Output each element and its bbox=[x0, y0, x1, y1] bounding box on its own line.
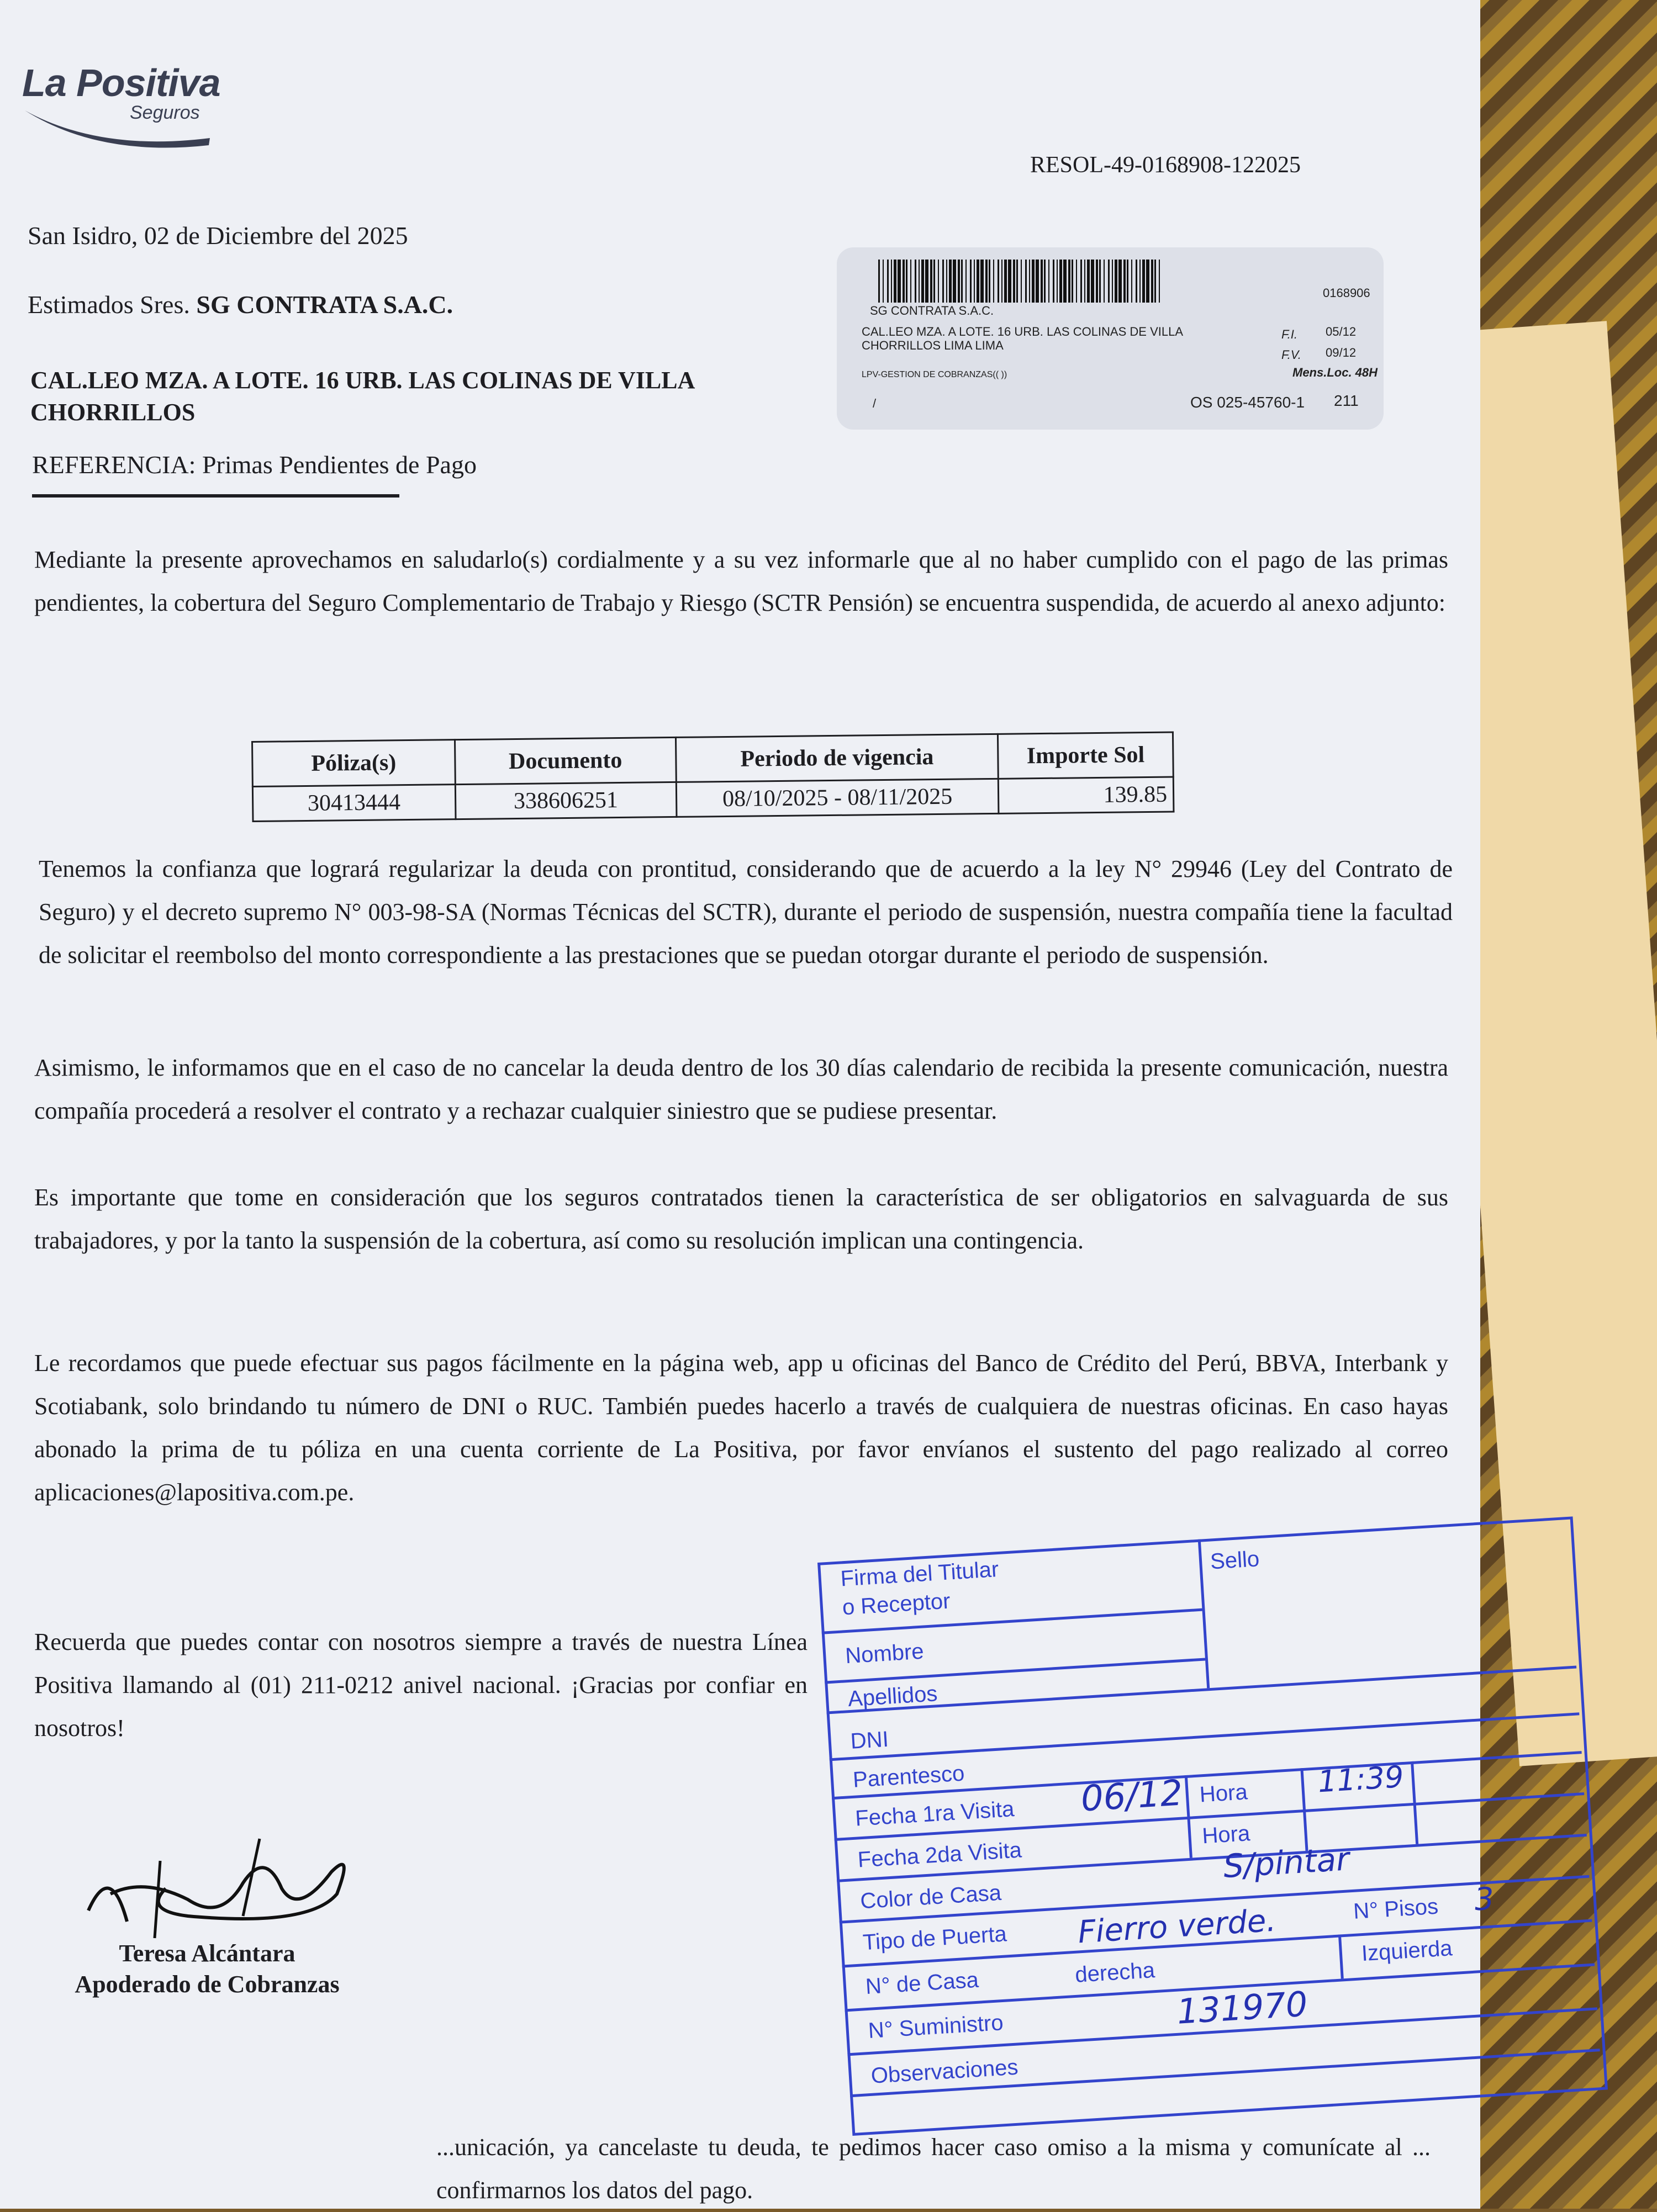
barcode-bar bbox=[989, 260, 990, 303]
barcode-bar bbox=[887, 260, 889, 303]
barcode-bar bbox=[883, 260, 884, 303]
barcode-bar bbox=[1139, 260, 1141, 303]
label-fi: F.I. bbox=[1281, 327, 1297, 341]
greeting bbox=[28, 290, 453, 319]
barcode-bar bbox=[1091, 260, 1094, 303]
reference-underline bbox=[32, 494, 399, 498]
stamp-hora1-label: Hora bbox=[1199, 1780, 1248, 1807]
barcode-bar bbox=[961, 260, 963, 303]
resolution-code: RESOL-49-0168908-122025 bbox=[1030, 152, 1301, 178]
table-header: Póliza(s) bbox=[252, 740, 456, 787]
barcode-bar bbox=[1004, 260, 1007, 303]
barcode-bar bbox=[1048, 260, 1049, 303]
barcode-bar bbox=[930, 260, 932, 303]
stamp-casa-label: N° de Casa bbox=[864, 1967, 979, 1999]
barcode-bar bbox=[910, 260, 911, 303]
barcode-bar bbox=[1104, 260, 1105, 303]
paragraph-law: Tenemos la confianza que logrará regularizar la deuda con prontitud, considerando que de acuerdo a la ley N° 29946 (Ley del Contrato de Seguro) y el decreto supremo N° 003-98-SA (Normas Técnicas del SCTR), durante el periodo de suspensión, nuestra compañía tiene la facultad de solicitar el reembolso del monto correspondiente a las prestaciones que se puedan otorgar durante el periodo de suspensión. bbox=[39, 855, 1453, 969]
barcode-bar bbox=[1059, 260, 1062, 303]
signer-title: Apoderado de Cobranzas bbox=[75, 1971, 340, 1998]
date-line: San Isidro, 02 de Diciembre del 2025 bbox=[28, 221, 408, 250]
handwritten-color: S/pintar bbox=[1222, 1840, 1350, 1886]
reference-label: REFERENCIA: bbox=[32, 451, 196, 479]
barcode-bar bbox=[993, 260, 994, 303]
company-name: SG CONTRATA S.A.C. bbox=[196, 290, 453, 319]
delivery-stamp bbox=[817, 1516, 1608, 2147]
table-header: Periodo de vigencia bbox=[676, 734, 998, 782]
stamp-receptor-label: o Receptor bbox=[841, 1589, 951, 1620]
barcode-bar bbox=[915, 260, 916, 303]
barcode-bar bbox=[1151, 260, 1153, 303]
handwritten-floors: 3 bbox=[1473, 1881, 1496, 1918]
barcode-bar bbox=[1008, 260, 1011, 303]
barcode-bar bbox=[1115, 260, 1117, 303]
label-mens: Mens.Loc. 48H bbox=[1292, 366, 1378, 379]
barcode-bar bbox=[894, 260, 896, 303]
handwritten-date: 06/12 bbox=[1079, 1772, 1184, 1820]
barcode-bar bbox=[919, 260, 920, 303]
label-fv-value: 09/12 bbox=[1326, 346, 1357, 359]
barcode-bar bbox=[1068, 260, 1070, 303]
barcode-bar bbox=[1127, 260, 1128, 303]
barcode-bar bbox=[891, 260, 892, 303]
barcode-bar bbox=[974, 260, 975, 303]
barcode-bar bbox=[1053, 260, 1054, 303]
table-cell-period: 08/10/2025 - 08/11/2025 bbox=[676, 779, 999, 817]
label-name: SG CONTRATA S.A.C. bbox=[870, 304, 994, 317]
paragraph-obligation: Es importante que tome en consideración que los seguros contratados tienen la característica de ser obligatorios en salvaguarda de sus trabajadores, y por la tanto la suspensión de la cobertura, así como su resolución implican una contingencia. bbox=[34, 1184, 1448, 1254]
paragraph-footer: ...unicación, ya cancelaste tu deuda, te pedimos hacer caso omiso a la misma y comunícate al ... confirmarnos los datos del pago. bbox=[436, 2134, 1431, 2204]
barcode-bar bbox=[898, 260, 901, 303]
barcode-bar bbox=[1001, 260, 1002, 303]
address-block bbox=[30, 364, 804, 428]
barcode-bar bbox=[965, 260, 967, 303]
barcode-bar bbox=[1063, 260, 1067, 303]
stamp-fecha1-label: Fecha 1ra Visita bbox=[854, 1797, 1015, 1831]
stamp-pisos-label: N° Pisos bbox=[1353, 1894, 1439, 1924]
barcode-bar bbox=[946, 260, 947, 303]
barcode-bar bbox=[878, 260, 880, 303]
barcode-bar bbox=[1032, 260, 1035, 303]
barcode-bar bbox=[938, 260, 939, 303]
stamp-color-label: Color de Casa bbox=[859, 1880, 1002, 1914]
barcode-bar bbox=[921, 260, 924, 303]
barcode-bar bbox=[1123, 260, 1126, 303]
table-header: Documento bbox=[455, 737, 676, 784]
label-dept: LPV-GESTION DE COBRANZAS(( )) bbox=[862, 370, 1007, 379]
handwritten-door: Fierro verde. bbox=[1076, 1902, 1277, 1951]
label-os-num: 211 bbox=[1334, 392, 1359, 409]
barcode-bar bbox=[1087, 260, 1090, 303]
label-address2: CHORRILLOS LIMA LIMA bbox=[862, 338, 1004, 352]
paragraph-deadline: Asimismo, le informamos que en el caso de no cancelar la deuda dentro de los 30 días calendario de recibida la presente comunicación, nuestra compañía procederá a resolver el contrato y a rechazar cualquier siniestro que se pudiese presentar. bbox=[34, 1054, 1448, 1124]
signer-name: Teresa Alcántara bbox=[119, 1940, 295, 1967]
stamp-suministro-label: N° Suministro bbox=[867, 2010, 1004, 2043]
stamp-apellidos-label: Apellidos bbox=[847, 1681, 938, 1712]
stamp-derecha-label: derecha bbox=[1074, 1958, 1156, 1987]
barcode-bar bbox=[1080, 260, 1082, 303]
barcode-bar bbox=[933, 260, 935, 303]
paragraph-contact: Recuerda que puedes contar con nosotros siempre a través de nuestra Línea Positiva llamando al (01) 211-0212 anivel nacional. ¡Gracias por confiar en nosotros! bbox=[34, 1628, 808, 1742]
barcode-bar bbox=[1146, 260, 1149, 303]
barcode-bar bbox=[977, 260, 979, 303]
barcode-bar bbox=[903, 260, 905, 303]
paragraph-intro: Mediante la presente aprovechamos en saludarlo(s) cordialmente y a su vez informarle que al no haber cumplido con el pago de las primas pendientes, la cobertura del Seguro Complementario de Trabajo y Riesgo (SCTR Pensión) se encuentra suspendida, de acuerdo al anexo adjunto: bbox=[34, 546, 1448, 616]
stamp-izquierda-label: Izquierda bbox=[1360, 1936, 1453, 1966]
barcode-bar bbox=[1154, 260, 1156, 303]
barcode-bar bbox=[925, 260, 928, 303]
handwritten-supply: 131970 bbox=[1175, 1983, 1309, 2032]
barcode-bar bbox=[1096, 260, 1098, 303]
barcode-bar bbox=[1159, 260, 1160, 303]
barcode-bar bbox=[1025, 260, 1027, 303]
stamp-hora2-label: Hora bbox=[1201, 1821, 1251, 1849]
label-os: OS 025-45760-1 bbox=[1190, 394, 1305, 411]
stamp-firma-label: Firma del Titular bbox=[840, 1557, 1000, 1591]
paragraph-payment: Le recordamos que puede efectuar sus pagos fácilmente en la página web, app u oficinas del Banco de Crédito del Perú, BBVA, Interbank y Scotiabank, solo brindando tu número de DNI o RUC. También puedes hacerlo a través de cualquiera de nuestras oficinas. En caso hayas abonado la prima de tu póliza en una cuenta corriente de La Positiva, por favor envíanos el sustento del pago realizado al correo aplicaciones@lapositiva.com.pe. bbox=[34, 1350, 1448, 1506]
mailing-label bbox=[837, 247, 1384, 430]
stamp-fecha2-label: Fecha 2da Visita bbox=[857, 1838, 1023, 1872]
barcode-bar bbox=[985, 260, 988, 303]
barcode-bar bbox=[970, 260, 972, 303]
barcode-bar bbox=[1142, 260, 1145, 303]
barcode-bar bbox=[1108, 260, 1110, 303]
label-slash: / bbox=[873, 396, 877, 410]
reference-text: Primas Pendientes de Pago bbox=[202, 451, 477, 479]
barcode-bar bbox=[949, 260, 952, 303]
stamp-dni-label: DNI bbox=[849, 1727, 889, 1754]
signer-block bbox=[52, 1938, 362, 2000]
barcode-bar bbox=[906, 260, 907, 303]
stamp-puerta-label: Tipo de Puerta bbox=[862, 1922, 1007, 1955]
barcode-bar bbox=[1044, 260, 1046, 303]
stamp-parentesco-label: Parentesco bbox=[852, 1761, 965, 1792]
address-line2: CHORRILLOS bbox=[30, 399, 196, 426]
barcode-bar bbox=[953, 260, 956, 303]
barcode-bar bbox=[1029, 260, 1030, 303]
barcode-bar bbox=[1016, 260, 1018, 303]
address-line1: CAL.LEO MZA. A LOTE. 16 URB. LAS COLINAS DE VILLA bbox=[30, 367, 695, 394]
barcode-bar bbox=[958, 260, 960, 303]
barcode-bar bbox=[1118, 260, 1122, 303]
barcode-bar bbox=[1013, 260, 1015, 303]
barcode-icon bbox=[878, 260, 1165, 303]
stamp-nombre-label: Nombre bbox=[845, 1639, 925, 1669]
barcode-bar bbox=[1041, 260, 1043, 303]
reference bbox=[32, 450, 477, 479]
barcode-bar bbox=[1057, 260, 1058, 303]
barcode-bar bbox=[942, 260, 944, 303]
barcode-bar bbox=[1076, 260, 1077, 303]
table-cell-policy: 30413444 bbox=[252, 785, 455, 822]
table-header: Importe Sol bbox=[998, 732, 1174, 779]
barcode-bar bbox=[1084, 260, 1085, 303]
handwritten-time: 11:39 bbox=[1316, 1759, 1405, 1800]
label-fi-value: 05/12 bbox=[1326, 325, 1357, 338]
stamp-sello-label: Sello bbox=[1209, 1547, 1260, 1574]
label-code: 0168906 bbox=[1323, 286, 1370, 300]
greeting-prefix: Estimados Sres. bbox=[28, 290, 190, 319]
barcode-bar bbox=[1136, 260, 1137, 303]
logo-text: La Positiva bbox=[22, 61, 220, 104]
table-cell-amount: 139.85 bbox=[999, 777, 1174, 813]
barcode-bar bbox=[1021, 260, 1022, 303]
table-cell-document: 338606251 bbox=[455, 782, 677, 819]
barcode-bar bbox=[980, 260, 984, 303]
barcode-bar bbox=[1036, 260, 1039, 303]
barcode-bar bbox=[1072, 260, 1073, 303]
stamp-observaciones-label: Observaciones bbox=[870, 2055, 1019, 2088]
barcode-bar bbox=[1099, 260, 1101, 303]
label-address1: CAL.LEO MZA. A LOTE. 16 URB. LAS COLINAS DE VILLA bbox=[862, 325, 1184, 338]
barcode-bar bbox=[1131, 260, 1132, 303]
logo-swoosh-icon bbox=[22, 102, 215, 152]
barcode-bar bbox=[998, 260, 999, 303]
logo-subtext: Seguros bbox=[130, 102, 200, 123]
label-fv: F.V. bbox=[1281, 348, 1301, 362]
barcode-bar bbox=[1112, 260, 1113, 303]
annex-table bbox=[251, 732, 1174, 822]
